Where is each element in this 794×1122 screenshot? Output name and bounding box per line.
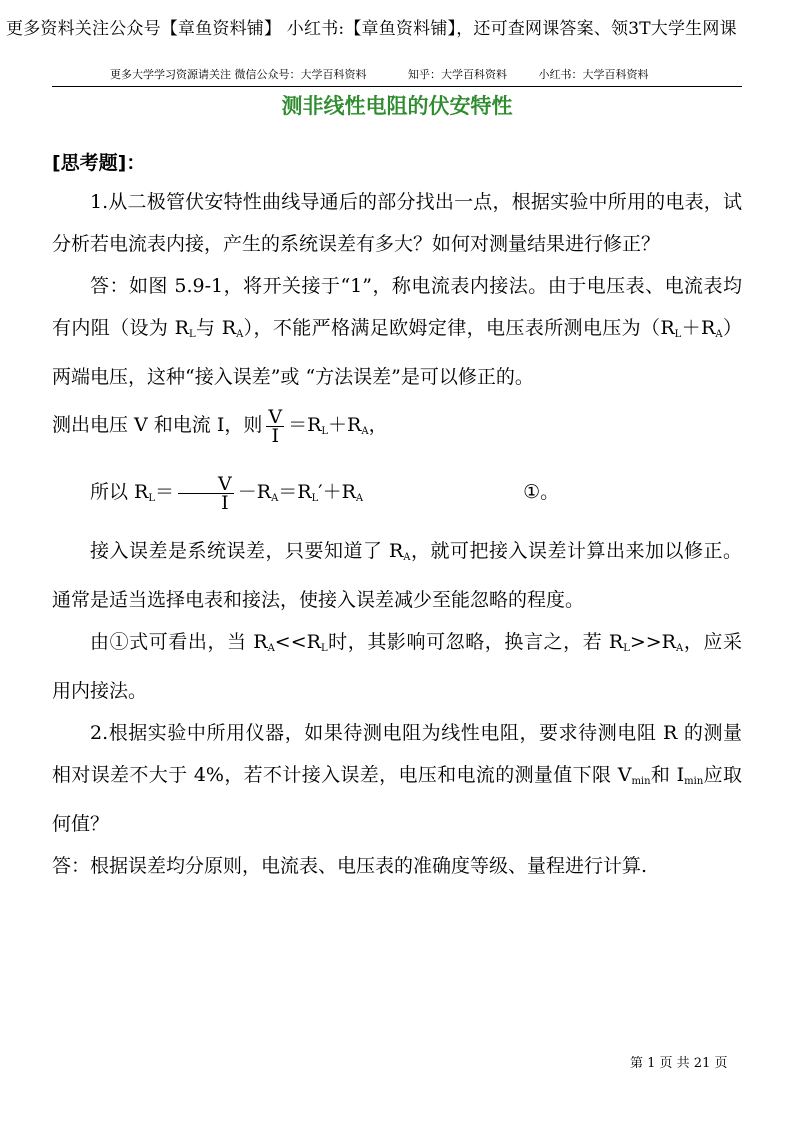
header-wechat: 更多大学学习资源请关注 微信公众号：大学百科资料 [110, 68, 367, 81]
paragraph-condition: 由①式可看出，当 $R_A<<R_L$时，其影响可忽略，换言之，若 $R_L>>R_A$，应采用内接法。 [52, 631, 742, 702]
answer-2: 答：根据误差均分原则，电流表、电压表的准确度等级、量程进行计算. [52, 855, 648, 877]
page-number: 第 1 页 共 21 页 [630, 1056, 728, 1071]
question-1: 1.从二极管伏安特性曲线导通后的部分找出一点，根据实验中所用的电表，试分析若电流表内接，产生的系统误差有多大？如何对测量结果进行修正？ [52, 191, 742, 255]
equation-1: 测出电压 V 和电流 I，则 $\frac{V}{I}$ $=R_L+R_A$， [52, 405, 388, 447]
promo-banner: 更多资料关注公众号【章鱼资料铺】 小红书:【章鱼资料铺】，还可查网课答案、领3T大学生网课 [6, 19, 737, 39]
question-2: 2.根据实验中所用仪器，如果待测电阻为线性电阻，要求待测电阻 R 的测量相对误差不大于 4%，若不计接入误差，电压和电流的测量值下限 $V_{min}$和 $I_{min}$应取何值？ [52, 722, 742, 835]
fraction-v-over-i: $\frac{V}{I}$ [268, 405, 283, 447]
paragraph-error: 接入误差是系统误差，只要知道了 $R_A$，就可把接入误差计算出来加以修正。通常是适当选择电表和接法，使接入误差减少至能忽略的程度。 [52, 540, 742, 611]
header-xiaohongshu: 小红书：大学百科资料 [538, 68, 649, 81]
fraction-v-over-i-2: $\frac{V}{I}$ [178, 475, 234, 512]
section-heading: [思考题]： [52, 152, 146, 174]
answer-1: 答：如图 5.9-1，将开关接于“1”，称电流表内接法。由于电压表、电流表均有内阻（设为 $R_L$与 $R_A$），不能严格满足欧姆定律，电压表所测电压为$(R_L+R_A)$两端电压，这种“接入误差”或 “方法误差”是可以修正的。 [52, 275, 742, 388]
equation-marker: ①。 [523, 481, 560, 503]
equation-2: 所以 $R_L=$ $\frac{V}{I}$ $-R_A=R_L'+R_A$ ①。 [90, 472, 560, 514]
header-zhihu: 知乎：大学百科资料 [408, 68, 507, 81]
document-body [52, 148, 742, 887]
page-header [52, 66, 742, 87]
document-title: 测非线性电阻的伏安特性 [281, 94, 513, 118]
